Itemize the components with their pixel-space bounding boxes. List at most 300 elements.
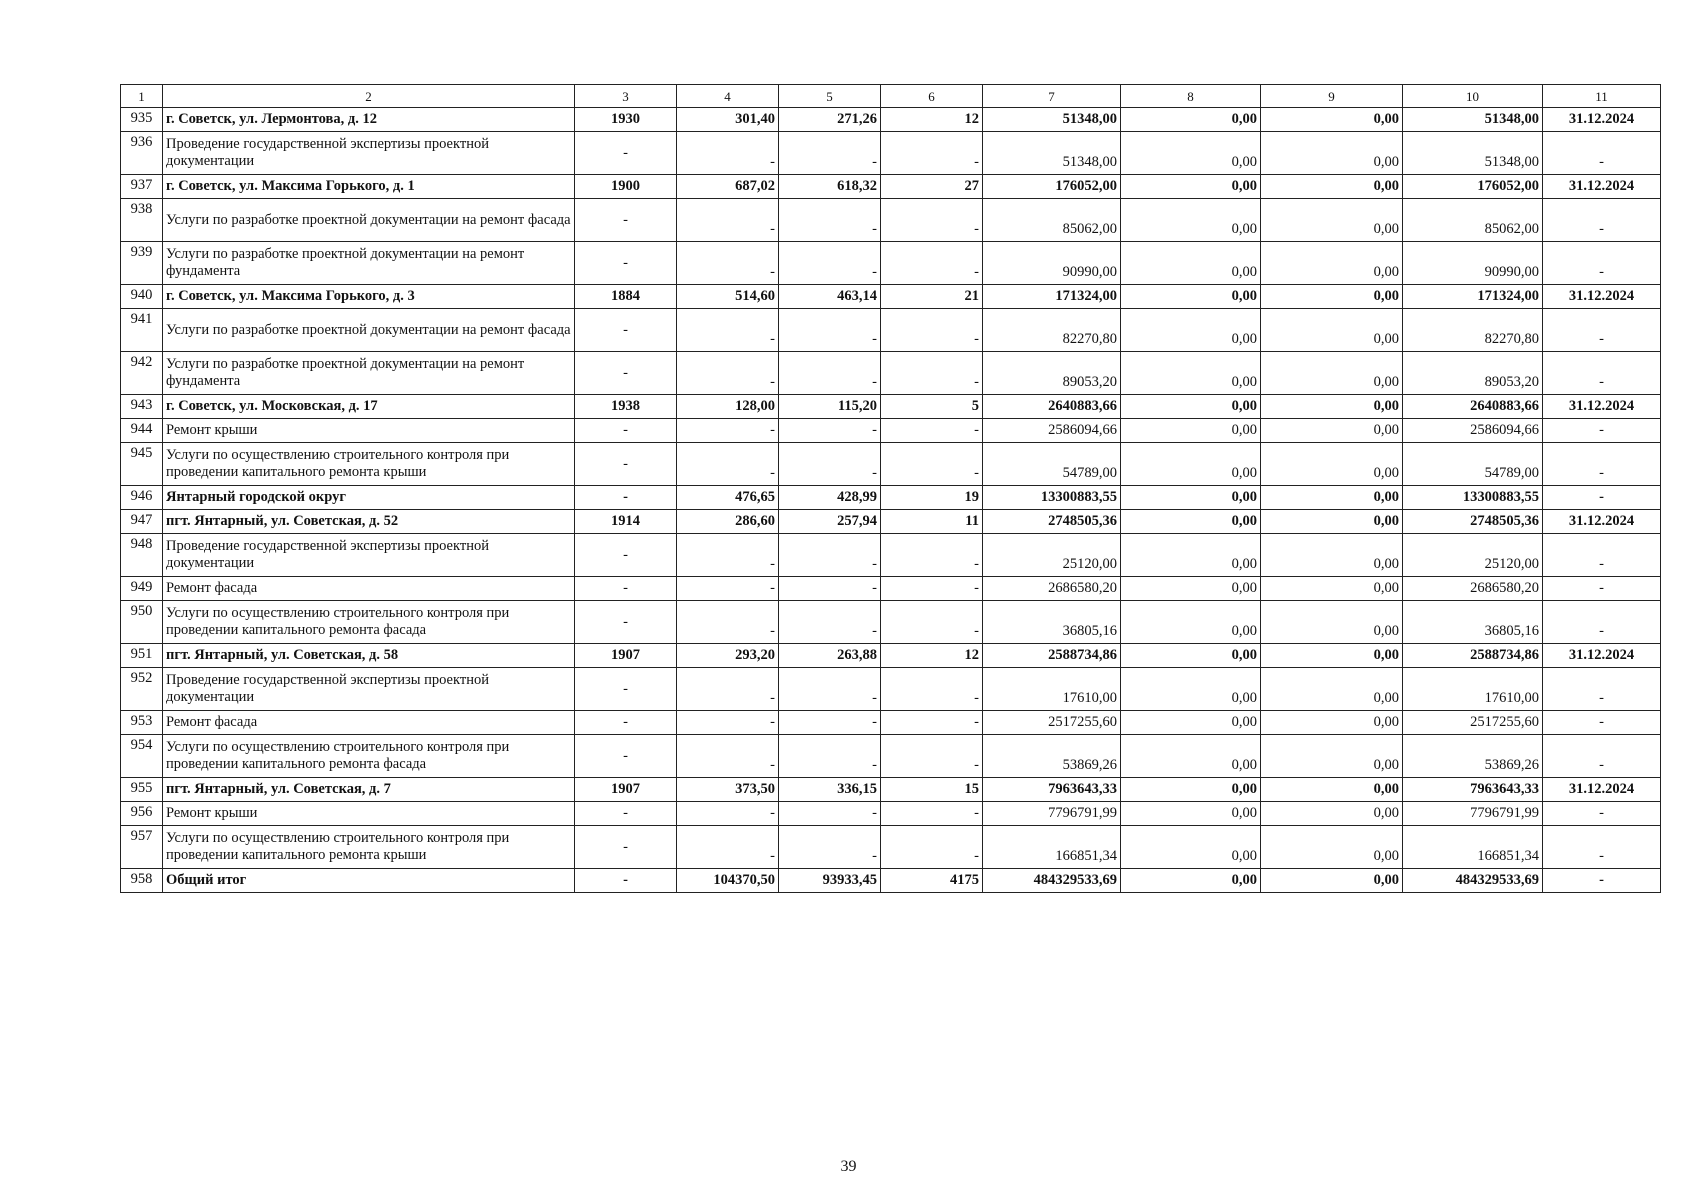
- residents-cell: -: [881, 534, 983, 577]
- table-row-work: [121, 132, 1661, 175]
- fund-cost-cell: 13300883,55: [1403, 486, 1543, 510]
- object-name: Услуги по разработке проектной документации на ремонт фундамента: [163, 242, 575, 285]
- total-area-cell: 293,20: [677, 644, 779, 668]
- fund-cost-cell: 484329533,69: [1403, 869, 1543, 893]
- total-cost-cell: 53869,26: [983, 735, 1121, 778]
- residents-cell: -: [881, 826, 983, 869]
- total-area-cell: -: [677, 352, 779, 395]
- page-number: 39: [840, 1158, 857, 1175]
- residents-cell: -: [881, 199, 983, 242]
- total-cost-cell: 2748505,36: [983, 510, 1121, 534]
- total-area-cell: -: [677, 826, 779, 869]
- table-row-object: [121, 175, 1661, 199]
- object-name: Общий итог: [163, 869, 575, 893]
- fund-cost-cell: 166851,34: [1403, 826, 1543, 869]
- residents-cell: -: [881, 309, 983, 352]
- cost-col8-cell: 0,00: [1121, 802, 1261, 826]
- deadline-cell: -: [1543, 132, 1661, 175]
- deadline-cell: -: [1543, 309, 1661, 352]
- total-cost-cell: 166851,34: [983, 826, 1121, 869]
- build-year-cell: -: [575, 577, 677, 601]
- total-cost-cell: 13300883,55: [983, 486, 1121, 510]
- cost-col9-cell: 0,00: [1261, 199, 1403, 242]
- build-year-cell: -: [575, 826, 677, 869]
- fund-cost-cell: 2640883,66: [1403, 395, 1543, 419]
- build-year-cell: 1900: [575, 175, 677, 199]
- build-year-cell: -: [575, 419, 677, 443]
- residents-cell: -: [881, 132, 983, 175]
- cost-col9-cell: 0,00: [1261, 108, 1403, 132]
- row-number: 940: [121, 285, 163, 309]
- fund-cost-cell: 7796791,99: [1403, 802, 1543, 826]
- cost-col8-cell: 0,00: [1121, 175, 1261, 199]
- build-year-cell: 1938: [575, 395, 677, 419]
- cost-col8-cell: 0,00: [1121, 352, 1261, 395]
- cost-col8-cell: 0,00: [1121, 534, 1261, 577]
- fund-cost-cell: 2748505,36: [1403, 510, 1543, 534]
- object-name: г. Советск, ул. Московская, д. 17: [163, 395, 575, 419]
- total-cost-cell: 2686580,20: [983, 577, 1121, 601]
- total-area-cell: -: [677, 534, 779, 577]
- column-number: 6: [881, 85, 983, 108]
- fund-cost-cell: 2686580,20: [1403, 577, 1543, 601]
- residents-cell: 11: [881, 510, 983, 534]
- column-number-row: [121, 85, 1661, 108]
- object-name: г. Советск, ул. Максима Горького, д. 1: [163, 175, 575, 199]
- cost-col9-cell: 0,00: [1261, 668, 1403, 711]
- cost-col9-cell: 0,00: [1261, 735, 1403, 778]
- row-number: 945: [121, 443, 163, 486]
- total-area-cell: 128,00: [677, 395, 779, 419]
- total-area-cell: -: [677, 309, 779, 352]
- table-row-work: [121, 735, 1661, 778]
- object-name: Ремонт крыши: [163, 419, 575, 443]
- object-name: Услуги по разработке проектной документации на ремонт фасада: [163, 309, 575, 352]
- living-area-cell: -: [779, 419, 881, 443]
- residents-cell: 19: [881, 486, 983, 510]
- cost-col8-cell: 0,00: [1121, 419, 1261, 443]
- deadline-cell: -: [1543, 534, 1661, 577]
- column-number: 7: [983, 85, 1121, 108]
- total-cost-cell: 85062,00: [983, 199, 1121, 242]
- living-area-cell: -: [779, 826, 881, 869]
- total-cost-cell: 51348,00: [983, 132, 1121, 175]
- object-name: пгт. Янтарный, ул. Советская, д. 7: [163, 778, 575, 802]
- cost-col8-cell: 0,00: [1121, 668, 1261, 711]
- cost-col8-cell: 0,00: [1121, 711, 1261, 735]
- living-area-cell: 428,99: [779, 486, 881, 510]
- deadline-cell: 31.12.2024: [1543, 395, 1661, 419]
- total-cost-cell: 89053,20: [983, 352, 1121, 395]
- cost-col8-cell: 0,00: [1121, 869, 1261, 893]
- residents-cell: 5: [881, 395, 983, 419]
- deadline-cell: -: [1543, 486, 1661, 510]
- total-area-cell: 373,50: [677, 778, 779, 802]
- residents-cell: -: [881, 601, 983, 644]
- column-number: 11: [1543, 85, 1661, 108]
- object-name: Ремонт фасада: [163, 711, 575, 735]
- total-area-cell: 476,65: [677, 486, 779, 510]
- column-number: 9: [1261, 85, 1403, 108]
- residents-cell: -: [881, 735, 983, 778]
- row-number: 938: [121, 199, 163, 242]
- row-number: 952: [121, 668, 163, 711]
- cost-col8-cell: 0,00: [1121, 285, 1261, 309]
- build-year-cell: -: [575, 352, 677, 395]
- total-area-cell: 104370,50: [677, 869, 779, 893]
- row-number: 946: [121, 486, 163, 510]
- total-cost-cell: 54789,00: [983, 443, 1121, 486]
- total-area-cell: -: [677, 668, 779, 711]
- column-number: 4: [677, 85, 779, 108]
- total-area-cell: -: [677, 419, 779, 443]
- table-row-work: [121, 826, 1661, 869]
- cost-col8-cell: 0,00: [1121, 826, 1261, 869]
- total-cost-cell: 90990,00: [983, 242, 1121, 285]
- total-area-cell: 687,02: [677, 175, 779, 199]
- fund-cost-cell: 17610,00: [1403, 668, 1543, 711]
- residents-cell: -: [881, 242, 983, 285]
- table-body: [121, 85, 1661, 893]
- cost-col9-cell: 0,00: [1261, 175, 1403, 199]
- cost-col9-cell: 0,00: [1261, 826, 1403, 869]
- cost-col9-cell: 0,00: [1261, 577, 1403, 601]
- object-name: Услуги по осуществлению строительного контроля при проведении капитального ремонта крыши: [163, 443, 575, 486]
- total-area-cell: 514,60: [677, 285, 779, 309]
- living-area-cell: -: [779, 199, 881, 242]
- object-name: Услуги по осуществлению строительного контроля при проведении капитального ремонта фасада: [163, 601, 575, 644]
- fund-cost-cell: 36805,16: [1403, 601, 1543, 644]
- build-year-cell: -: [575, 735, 677, 778]
- total-cost-cell: 2588734,86: [983, 644, 1121, 668]
- living-area-cell: -: [779, 802, 881, 826]
- residents-cell: -: [881, 577, 983, 601]
- fund-cost-cell: 90990,00: [1403, 242, 1543, 285]
- total-area-cell: 301,40: [677, 108, 779, 132]
- fund-cost-cell: 85062,00: [1403, 199, 1543, 242]
- cost-col8-cell: 0,00: [1121, 132, 1261, 175]
- table-row-work: [121, 419, 1661, 443]
- row-number: 944: [121, 419, 163, 443]
- deadline-cell: 31.12.2024: [1543, 175, 1661, 199]
- total-area-cell: -: [677, 735, 779, 778]
- cost-col9-cell: 0,00: [1261, 644, 1403, 668]
- cost-col9-cell: 0,00: [1261, 395, 1403, 419]
- column-number: 10: [1403, 85, 1543, 108]
- table-row-work: [121, 534, 1661, 577]
- table-row-object: [121, 778, 1661, 802]
- object-name: Проведение государственной экспертизы проектной документации: [163, 534, 575, 577]
- cost-col8-cell: 0,00: [1121, 644, 1261, 668]
- residents-cell: -: [881, 802, 983, 826]
- row-number: 957: [121, 826, 163, 869]
- fund-cost-cell: 54789,00: [1403, 443, 1543, 486]
- fund-cost-cell: 2586094,66: [1403, 419, 1543, 443]
- total-cost-cell: 51348,00: [983, 108, 1121, 132]
- cost-col9-cell: 0,00: [1261, 778, 1403, 802]
- build-year-cell: -: [575, 443, 677, 486]
- object-name: Ремонт крыши: [163, 802, 575, 826]
- total-cost-cell: 2517255,60: [983, 711, 1121, 735]
- table-row-work: [121, 601, 1661, 644]
- cost-col9-cell: 0,00: [1261, 869, 1403, 893]
- build-year-cell: 1914: [575, 510, 677, 534]
- object-name: пгт. Янтарный, ул. Советская, д. 52: [163, 510, 575, 534]
- living-area-cell: 263,88: [779, 644, 881, 668]
- cost-col9-cell: 0,00: [1261, 711, 1403, 735]
- cost-col9-cell: 0,00: [1261, 601, 1403, 644]
- cost-col8-cell: 0,00: [1121, 577, 1261, 601]
- deadline-cell: 31.12.2024: [1543, 644, 1661, 668]
- cost-col8-cell: 0,00: [1121, 395, 1261, 419]
- cost-col9-cell: 0,00: [1261, 242, 1403, 285]
- fund-cost-cell: 89053,20: [1403, 352, 1543, 395]
- build-year-cell: -: [575, 668, 677, 711]
- cost-col8-cell: 0,00: [1121, 309, 1261, 352]
- cost-col8-cell: 0,00: [1121, 510, 1261, 534]
- living-area-cell: -: [779, 309, 881, 352]
- residents-cell: -: [881, 443, 983, 486]
- fund-cost-cell: 53869,26: [1403, 735, 1543, 778]
- row-number: 950: [121, 601, 163, 644]
- cost-col9-cell: 0,00: [1261, 443, 1403, 486]
- cost-col8-cell: 0,00: [1121, 108, 1261, 132]
- cost-col9-cell: 0,00: [1261, 309, 1403, 352]
- table-row-object: [121, 510, 1661, 534]
- deadline-cell: -: [1543, 826, 1661, 869]
- total-cost-cell: 25120,00: [983, 534, 1121, 577]
- fund-cost-cell: 51348,00: [1403, 108, 1543, 132]
- living-area-cell: -: [779, 242, 881, 285]
- row-number: 936: [121, 132, 163, 175]
- object-name: пгт. Янтарный, ул. Советская, д. 58: [163, 644, 575, 668]
- table-row-object: [121, 644, 1661, 668]
- total-area-cell: -: [677, 802, 779, 826]
- total-area-cell: -: [677, 443, 779, 486]
- table-row-work: [121, 802, 1661, 826]
- fund-cost-cell: 51348,00: [1403, 132, 1543, 175]
- deadline-cell: 31.12.2024: [1543, 778, 1661, 802]
- total-area-cell: -: [677, 199, 779, 242]
- build-year-cell: -: [575, 711, 677, 735]
- deadline-cell: 31.12.2024: [1543, 510, 1661, 534]
- build-year-cell: -: [575, 486, 677, 510]
- living-area-cell: -: [779, 577, 881, 601]
- table-row-object: [121, 869, 1661, 893]
- living-area-cell: 336,15: [779, 778, 881, 802]
- total-area-cell: -: [677, 132, 779, 175]
- living-area-cell: 93933,45: [779, 869, 881, 893]
- build-year-cell: -: [575, 132, 677, 175]
- object-name: Янтарный городской округ: [163, 486, 575, 510]
- build-year-cell: -: [575, 242, 677, 285]
- cost-col8-cell: 0,00: [1121, 242, 1261, 285]
- total-cost-cell: 7796791,99: [983, 802, 1121, 826]
- living-area-cell: 257,94: [779, 510, 881, 534]
- column-number: 1: [121, 85, 163, 108]
- total-cost-cell: 36805,16: [983, 601, 1121, 644]
- deadline-cell: -: [1543, 242, 1661, 285]
- build-year-cell: -: [575, 534, 677, 577]
- cost-col8-cell: 0,00: [1121, 486, 1261, 510]
- residents-cell: -: [881, 352, 983, 395]
- total-cost-cell: 82270,80: [983, 309, 1121, 352]
- fund-cost-cell: 176052,00: [1403, 175, 1543, 199]
- living-area-cell: 463,14: [779, 285, 881, 309]
- build-year-cell: 1907: [575, 778, 677, 802]
- deadline-cell: -: [1543, 668, 1661, 711]
- row-number: 953: [121, 711, 163, 735]
- fund-cost-cell: 171324,00: [1403, 285, 1543, 309]
- column-number: 3: [575, 85, 677, 108]
- column-number: 8: [1121, 85, 1261, 108]
- table-row-work: [121, 309, 1661, 352]
- residents-cell: -: [881, 419, 983, 443]
- object-name: Услуги по осуществлению строительного контроля при проведении капитального ремонта крыши: [163, 826, 575, 869]
- cost-col9-cell: 0,00: [1261, 352, 1403, 395]
- table-row-work: [121, 711, 1661, 735]
- total-cost-cell: 484329533,69: [983, 869, 1121, 893]
- build-year-cell: -: [575, 309, 677, 352]
- row-number: 955: [121, 778, 163, 802]
- cost-col9-cell: 0,00: [1261, 419, 1403, 443]
- table-row-work: [121, 199, 1661, 242]
- living-area-cell: -: [779, 132, 881, 175]
- cost-col8-cell: 0,00: [1121, 778, 1261, 802]
- table-row-work: [121, 577, 1661, 601]
- row-number: 941: [121, 309, 163, 352]
- living-area-cell: -: [779, 352, 881, 395]
- table-row-work: [121, 242, 1661, 285]
- total-area-cell: 286,60: [677, 510, 779, 534]
- object-name: Проведение государственной экспертизы проектной документации: [163, 132, 575, 175]
- cost-col9-cell: 0,00: [1261, 486, 1403, 510]
- deadline-cell: -: [1543, 869, 1661, 893]
- fund-cost-cell: 2517255,60: [1403, 711, 1543, 735]
- cost-col8-cell: 0,00: [1121, 735, 1261, 778]
- living-area-cell: -: [779, 601, 881, 644]
- column-number: 2: [163, 85, 575, 108]
- residents-cell: 4175: [881, 869, 983, 893]
- cost-col9-cell: 0,00: [1261, 534, 1403, 577]
- row-number: 954: [121, 735, 163, 778]
- living-area-cell: -: [779, 711, 881, 735]
- cost-col9-cell: 0,00: [1261, 510, 1403, 534]
- fund-cost-cell: 7963643,33: [1403, 778, 1543, 802]
- object-name: г. Советск, ул. Лермонтова, д. 12: [163, 108, 575, 132]
- column-number: 5: [779, 85, 881, 108]
- total-area-cell: -: [677, 601, 779, 644]
- residents-cell: 12: [881, 108, 983, 132]
- deadline-cell: -: [1543, 443, 1661, 486]
- table-row-object: [121, 395, 1661, 419]
- row-number: 958: [121, 869, 163, 893]
- row-number: 943: [121, 395, 163, 419]
- total-cost-cell: 176052,00: [983, 175, 1121, 199]
- build-year-cell: 1907: [575, 644, 677, 668]
- cost-col8-cell: 0,00: [1121, 443, 1261, 486]
- build-year-cell: 1930: [575, 108, 677, 132]
- residents-cell: -: [881, 711, 983, 735]
- living-area-cell: 271,26: [779, 108, 881, 132]
- fund-cost-cell: 82270,80: [1403, 309, 1543, 352]
- object-name: Услуги по разработке проектной документации на ремонт фасада: [163, 199, 575, 242]
- total-cost-cell: 17610,00: [983, 668, 1121, 711]
- total-area-cell: -: [677, 711, 779, 735]
- living-area-cell: -: [779, 735, 881, 778]
- row-number: 948: [121, 534, 163, 577]
- total-cost-cell: 7963643,33: [983, 778, 1121, 802]
- total-area-cell: -: [677, 242, 779, 285]
- cost-col9-cell: 0,00: [1261, 285, 1403, 309]
- build-year-cell: -: [575, 199, 677, 242]
- cost-col9-cell: 0,00: [1261, 132, 1403, 175]
- living-area-cell: 115,20: [779, 395, 881, 419]
- total-cost-cell: 2586094,66: [983, 419, 1121, 443]
- row-number: 949: [121, 577, 163, 601]
- deadline-cell: -: [1543, 419, 1661, 443]
- deadline-cell: -: [1543, 601, 1661, 644]
- deadline-cell: -: [1543, 735, 1661, 778]
- residents-cell: -: [881, 668, 983, 711]
- deadline-cell: -: [1543, 577, 1661, 601]
- living-area-cell: -: [779, 534, 881, 577]
- table-row-object: [121, 108, 1661, 132]
- cost-col8-cell: 0,00: [1121, 199, 1261, 242]
- residents-cell: 12: [881, 644, 983, 668]
- residents-cell: 15: [881, 778, 983, 802]
- build-year-cell: -: [575, 601, 677, 644]
- object-name: Услуги по разработке проектной документации на ремонт фундамента: [163, 352, 575, 395]
- table-row-work: [121, 352, 1661, 395]
- total-area-cell: -: [677, 577, 779, 601]
- object-name: Проведение государственной экспертизы проектной документации: [163, 668, 575, 711]
- build-year-cell: -: [575, 802, 677, 826]
- residents-cell: 21: [881, 285, 983, 309]
- row-number: 937: [121, 175, 163, 199]
- deadline-cell: 31.12.2024: [1543, 108, 1661, 132]
- living-area-cell: 618,32: [779, 175, 881, 199]
- deadline-cell: -: [1543, 199, 1661, 242]
- total-cost-cell: 171324,00: [983, 285, 1121, 309]
- fund-cost-cell: 2588734,86: [1403, 644, 1543, 668]
- cost-col8-cell: 0,00: [1121, 601, 1261, 644]
- table-row-object: [121, 285, 1661, 309]
- table-row-object: [121, 486, 1661, 510]
- row-number: 951: [121, 644, 163, 668]
- deadline-cell: -: [1543, 352, 1661, 395]
- living-area-cell: -: [779, 668, 881, 711]
- object-name: Ремонт фасада: [163, 577, 575, 601]
- fund-cost-cell: 25120,00: [1403, 534, 1543, 577]
- total-cost-cell: 2640883,66: [983, 395, 1121, 419]
- deadline-cell: -: [1543, 802, 1661, 826]
- row-number: 947: [121, 510, 163, 534]
- deadline-cell: 31.12.2024: [1543, 285, 1661, 309]
- row-number: 935: [121, 108, 163, 132]
- cost-col9-cell: 0,00: [1261, 802, 1403, 826]
- build-year-cell: -: [575, 869, 677, 893]
- living-area-cell: -: [779, 443, 881, 486]
- table-row-work: [121, 443, 1661, 486]
- object-name: г. Советск, ул. Максима Горького, д. 3: [163, 285, 575, 309]
- row-number: 939: [121, 242, 163, 285]
- table-row-work: [121, 668, 1661, 711]
- build-year-cell: 1884: [575, 285, 677, 309]
- capital-repair-table: [120, 84, 1661, 893]
- row-number: 942: [121, 352, 163, 395]
- row-number: 956: [121, 802, 163, 826]
